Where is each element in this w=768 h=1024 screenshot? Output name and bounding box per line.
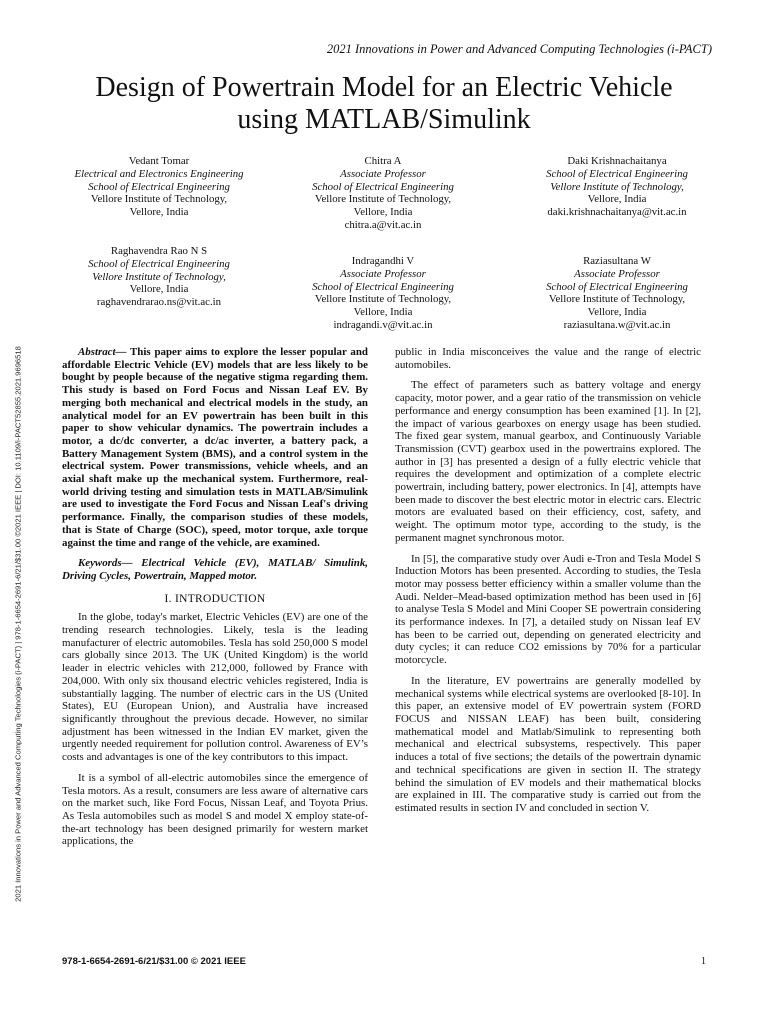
author-line: indragandi.v@vit.ac.in [333, 318, 433, 331]
author-line: School of Electrical Engineering [312, 280, 454, 293]
paragraph: In the literature, EV powertrains are generally modelled by mechanical systems while electrical systems are overlooked [8-10]. In this paper, an extensive model of EV powertrain system (FORD FOCUS and NISSAN LEAF) has been built, considering mathematical model and Matlab/Simulink to representing both mechanical and electrical subsystems, respectively. This paper induces a total of five sections; the details of the powertrain dynamic and technical specifications are given in section II. The strategy behind the simulation of EV models and their mathematical blocks are explained in III. The comparative study is carried out from the estimated results in section IV and concluded in section V. [395, 674, 701, 814]
author-line: raghavendrarao.ns@vit.ac.in [96, 296, 222, 309]
title-line-2: using MATLAB/Simulink [237, 104, 531, 135]
author-line: Indragandhi V [351, 255, 415, 267]
author-block-3 [502, 155, 732, 219]
abstract-lead: Abstract— [78, 346, 127, 358]
author-line: Vellore, India [353, 306, 413, 319]
author-line: Vellore Institute of Technology, [314, 193, 452, 206]
paragraph: It is a symbol of all-electric automobiles since the emergence of Tesla motors. As a result, consumers are less aware of alternative cars on the market such, like Ford Focus, Nissan Leaf, and Toyota Prius. As Tesla automobiles such as model S and model X employ state-of-the-art technology has been designed primarily for western market applications, the [62, 771, 368, 848]
footer-copyright: 978-1-6654-2691-6/21/$31.00 © 2021 IEEE [62, 956, 246, 967]
right-column [395, 346, 701, 823]
author-line: Associate Professor [340, 167, 426, 180]
author-block-1 [44, 155, 274, 219]
author-line: Chitra A [364, 155, 402, 167]
author-block-4 [44, 245, 274, 309]
page-number: 1 [701, 956, 706, 967]
side-identifier-text: 2021 Innovations in Power and Advanced Computing Technologies (i-PACT) | 978-1-6654-2691-6/21/$31.00 ©2021 IEEE | DOI: 10.1109/i-PACT52855.2021.9696518 [13, 346, 23, 902]
author-line: Vellore Institute of Technology, [92, 270, 226, 283]
author-line: Vellore, India [129, 206, 189, 219]
author-line: School of Electrical Engineering [88, 257, 230, 270]
author-line: Associate Professor [340, 267, 426, 280]
keywords: Keywords— Electrical Vehicle (EV), MATLAB/ Simulink, Driving Cycles, Powertrain, Mapped motor. [62, 557, 368, 582]
paragraph: In [5], the comparative study over Audi e-Tron and Tesla Model S Induction Motors has been presented. According to studies, the Tesla motor may possess better efficiency within a smaller volume than the Audi. Nelder–Mead-based optimization method has been used in [6] to analyse Tesla S Model and Mini Cooper SE powertrain considering its performance indexes. In [7], a detailed study on Nissan leaf EV has been to be carried out, depending on generated electricity and duty cycles; it can reduce CO2 emissions by 70% for a particular motorcycle. [395, 552, 701, 667]
author-block-5 [268, 255, 498, 332]
author-line: Vellore, India [587, 193, 647, 206]
title-line-1: Design of Powertrain Model for an Electric Vehicle [95, 72, 673, 103]
author-block-2 [268, 155, 498, 232]
author-line: Electrical and Electronics Engineering [74, 167, 244, 180]
author-line: Vedant Tomar [128, 155, 190, 167]
author-line: School of Electrical Engineering [88, 180, 230, 193]
author-line: chitra.a@vit.ac.in [344, 218, 422, 231]
paper-title [40, 72, 728, 136]
author-line: Vellore, India [129, 283, 189, 296]
author-line: Daki Krishnachaitanya [567, 155, 667, 167]
author-line: School of Electrical Engineering [312, 180, 454, 193]
author-line: Raghavendra Rao N S [110, 245, 208, 257]
paragraph: In the globe, today's market, Electric Vehicles (EV) are one of the trending research technologies. Likely, tesla is the leading manufacturer of electric automobiles. Tesla has sold 250,000 S model cars globally since 2013. The UK (United Kingdom) is the world leader in electric vehicles with 212,000, followed by France with 204,000. With only six thousand electric vehicles registered, India is substantially lagging. The number of electric cars in the US (United States), EU (European Union), and Australia have increased significantly throughout the previous decade. However, no similar adjustment has been witnessed in the Indian EV market, given the urgently needed requirement for pollution control. Awareness of EV’s costs and advantages is one of the key contributors to this impact. [62, 611, 368, 764]
author-line: School of Electrical Engineering [546, 280, 688, 293]
left-column [62, 346, 368, 856]
author-line: Vellore Institute of Technology, [90, 193, 228, 206]
author-line: raziasultana.w@vit.ac.in [563, 318, 671, 331]
abstract [62, 346, 368, 549]
paragraph-continued: public in India misconceives the value and the range of electric automobiles. [395, 346, 701, 371]
author-line: daki.krishnachaitanya@vit.ac.in [547, 206, 687, 219]
abstract-body: This paper aims to explore the lesser popular and affordable Electric Vehicle (EV) models that are less likely to be bought by people because of the negative stigma regarding them. This study is based on Ford Focus and Nissan Leaf EV. By merging both mechanical and electrical models in the study, an analytical model for an EV powertrain has been built in this paper to show vehicular dynamics. The powertrain includes a motor, a dc/dc converter, a dc/ac inverter, a battery pack, a Battery Management System (BMS), and a control system in the electrical system. Power transmissions, vehicle wheels, and an axial shaft make up the mechanical system. Furthermore, real-world driving testing and simulation tests in MATLAB/Simulink are used to investigate the Ford Focus and Nissan Leaf's driving performance. Finally, the comparison studies of these models, that is State of Charge (SOC), speed, motor torque, axle torque against the time and range of the vehicle, are examined. [62, 346, 368, 549]
author-line: Vellore Institute of Technology, [550, 180, 684, 193]
author-line: Vellore, India [587, 306, 647, 319]
author-line: School of Electrical Engineering [546, 167, 688, 180]
conference-header: 2021 Innovations in Power and Advanced Computing Technologies (i-PACT) [326, 42, 712, 56]
author-line: Vellore Institute of Technology, [548, 293, 686, 306]
paragraph: The effect of parameters such as battery voltage and energy capacity, motor power, and a gear ratio of the transmission on vehicle performance and energy consumption has been examined [1]. In [2], the impact of various gearboxes on energy usage has been studied. The fixed gear system, manual gearbox, and Continuously Variable Transmission (CVT) gearbox used in the powertrains explored. The author in [3] has presented a design of a fully electric vehicle that requires the development and optimization of a complete electric powertrain, including battery, power electronics. In [4], attempts have been made to discover the best electric motor in electric cars. Electric motors are evaluated based on their efficiency, cost, safety, and weight. The optimum motor type, according to the study, is the permanent magnet synchronous motor. [395, 379, 701, 544]
author-line: Vellore Institute of Technology, [314, 293, 452, 306]
section-heading-introduction: I. INTRODUCTION [164, 592, 266, 605]
author-line: Raziasultana W [583, 255, 651, 267]
author-line: Vellore, India [353, 206, 413, 219]
author-block-6 [502, 255, 732, 332]
author-line: Associate Professor [574, 267, 660, 280]
side-identifier-strip [4, 0, 32, 1024]
